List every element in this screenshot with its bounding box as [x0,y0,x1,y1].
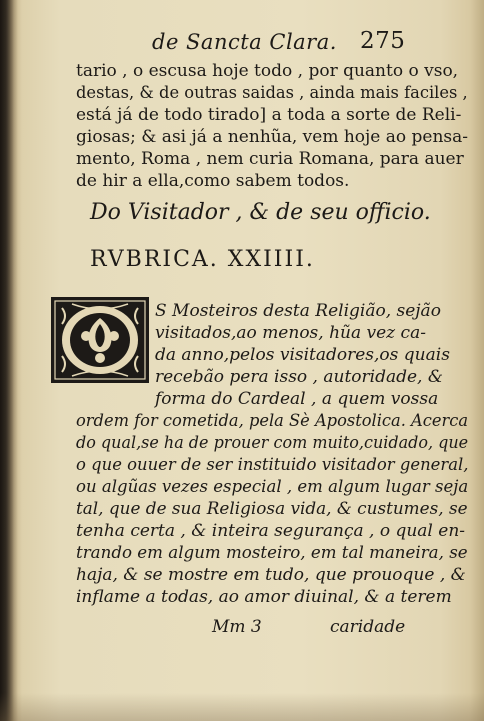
text-line: o que ouuer de ser instituido visitador general, [76,455,469,475]
section-heading: Do Visitador , & de seu officio. [90,200,431,225]
signature-mark: Mm 3 [212,617,262,637]
text-line: tenha certa , & inteira segurança , o qual en- [76,521,466,541]
text-line: está já de todo tirado] a toda a sorte de Reli- [76,105,462,125]
text-line: haja, & se mostre em tudo, que prouoque , & [76,565,466,585]
text-line: S Mosteiros desta Religião, sejão [155,301,441,321]
text-line: mento, Roma , nem curia Romana, para auer [76,149,464,169]
text-line: ordem for cometida, pela Sè Apostolica. Acerca [76,411,469,431]
text-line: da anno,pelos visitadores,os quais [155,345,450,365]
text-line: de hir a ella,como sabem todos. [76,171,350,191]
page-number: 275 [360,28,406,54]
text-line: giosas; & asi já a nenhũa, vem hoje ao pensa- [76,127,469,147]
running-title: de Sancta Clara. [152,30,337,54]
catchword: caridade [330,617,406,637]
text-line: tal, que de sua Religiosa vida, & custumes, se [76,499,468,519]
rubric-heading: RVBRICA. XXIIII. [90,247,315,272]
text-line: inflame a todas, ao amor diuinal, & a terem [76,587,452,607]
text-line: tario , o escusa hoje todo , por quanto o vso, [76,61,459,81]
text-line: forma do Cardeal , a quem vossa [155,389,439,409]
decorated-initial-icon [50,296,150,384]
text-line: visitados,ao menos, hũa vez ca- [155,323,426,343]
text-line: trando em algum mosteiro, em tal maneira, se [76,543,468,563]
text-line: do qual,se ha de prouer com muito,cuidado, que [76,433,469,453]
text-line: destas, & de outras saidas , ainda mais faciles , [76,83,468,103]
text-line: ou algũas vezes especial , em algum lugar seja [76,477,469,497]
text-line: recebão pera isso , autoridade, & [155,367,443,387]
